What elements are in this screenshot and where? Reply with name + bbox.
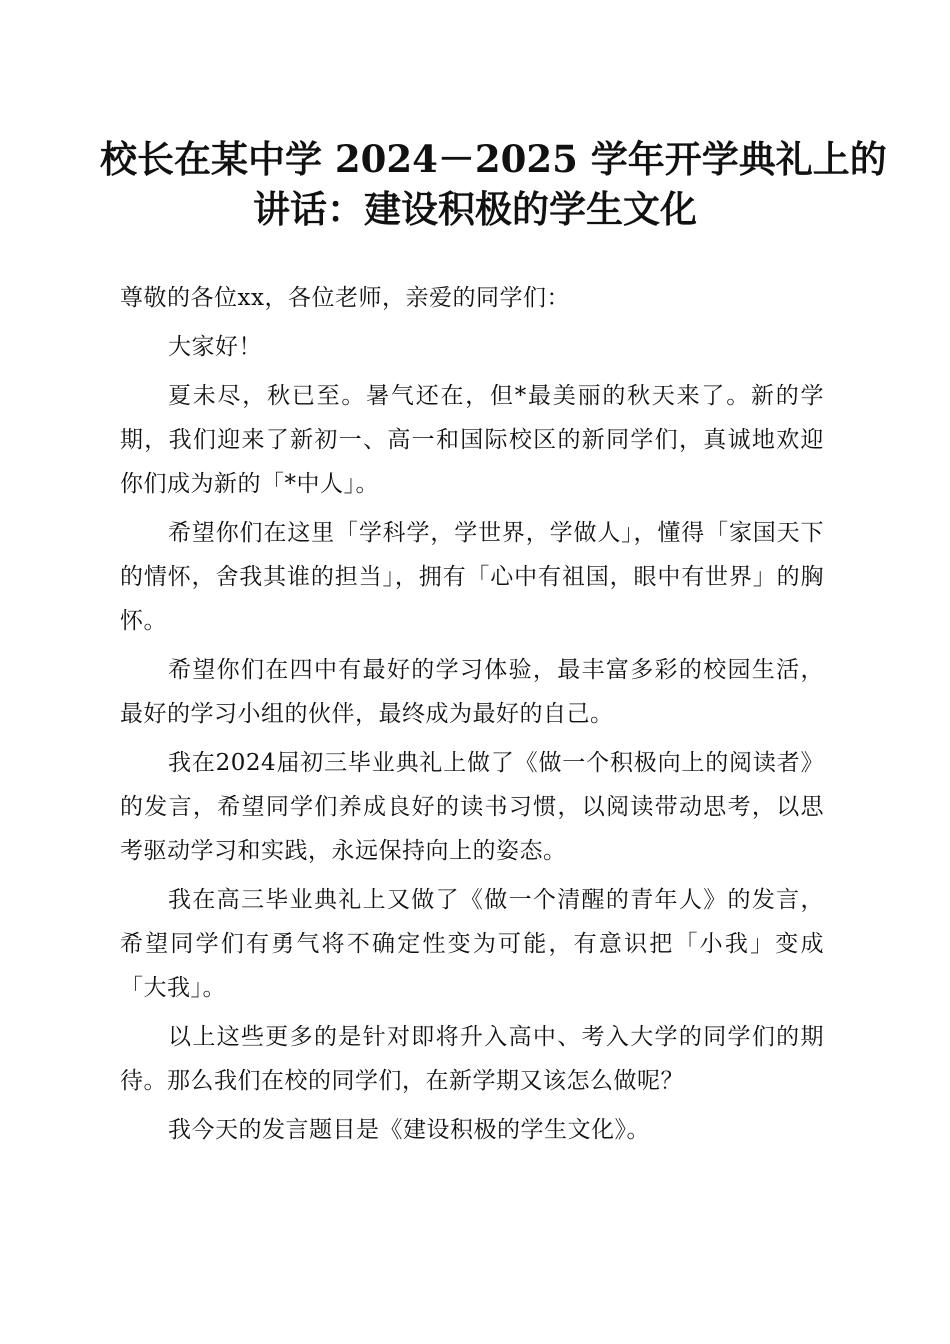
salutation: 尊敬的各位xx，各位老师，亲爱的同学们： (120, 285, 570, 311)
title-line-2: 讲话：建设积极的学生文化 (253, 187, 697, 231)
paragraph-6: 我在高三毕业典礼上又做了《做一个清醒的青年人》的发言，希望同学们有勇气将不确定性变为可能，有意识把「小我」变成「大我」。 (120, 887, 824, 1001)
paragraph-4: 希望你们在四中有最好的学习体验，最丰富多彩的校园生活，最好的学习小组的伙伴，最终成为最好的自己。 (120, 657, 824, 727)
paragraph-1: 大家好！ (168, 334, 262, 360)
paragraph-2: 夏未尽，秋已至。暑气还在，但*最美丽的秋天来了。新的学期，我们迎来了新初一、高一和国际校区的新同学们，真诚地欢迎你们成为新的「*中人」。 (120, 383, 824, 497)
title-line-1: 校长在某中学 2024－2025 学年开学典礼上的 (100, 137, 887, 181)
paragraph-7: 以上这些更多的是针对即将升入高中、考入大学的同学们的期待。那么我们在校的同学们，在新学期又该怎么做呢？ (120, 1024, 824, 1094)
paragraph-8: 我今天的发言题目是《建设积极的学生文化》。 (168, 1117, 650, 1143)
paragraph-5: 我在2024届初三毕业典礼上做了《做一个积极向上的阅读者》的发言，希望同学们养成良好的读书习惯，以阅读带动思考，以思考驱动学习和实践，永远保持向上的姿态。 (120, 750, 824, 864)
paragraph-3: 希望你们在这里「学科学，学世界，学做人」，懂得「家国天下的情怀，舍我其谁的担当」，拥有「心中有祖国，眼中有世界」的胸怀。 (120, 520, 824, 634)
document-title (100, 134, 887, 234)
document-body (120, 276, 824, 1157)
